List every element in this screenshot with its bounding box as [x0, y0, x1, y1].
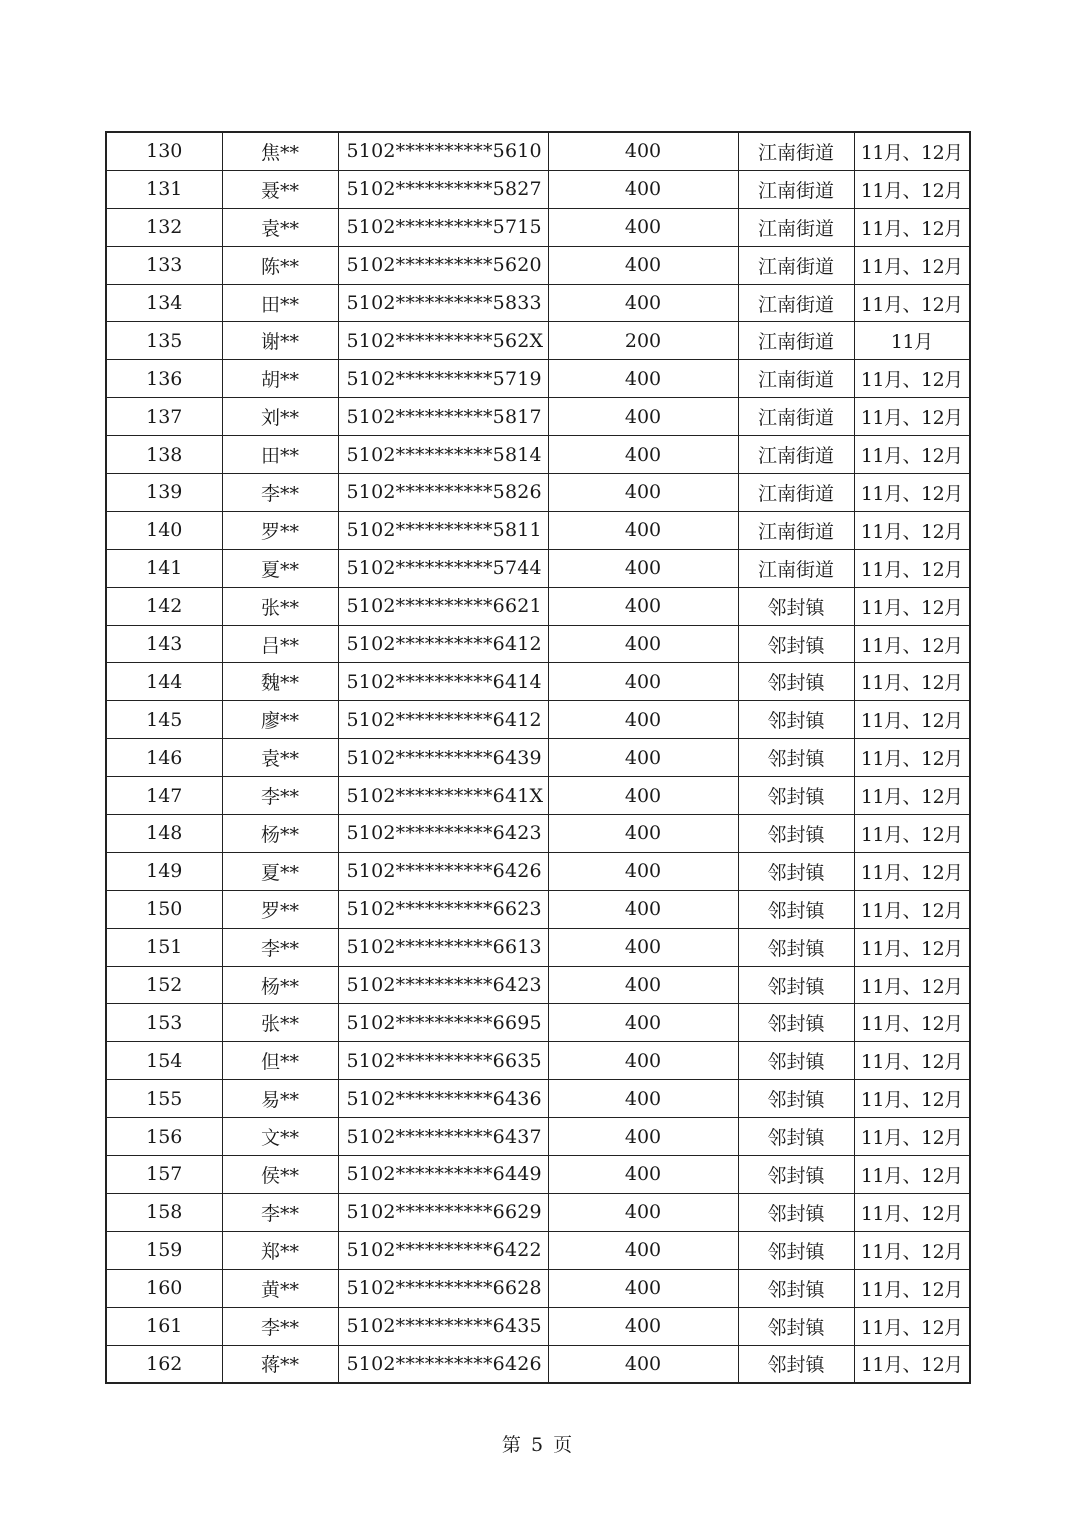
table-row: [106, 777, 970, 815]
id-number-cell: 5102**********6623: [338, 890, 548, 928]
serial-number-cell: 147: [106, 777, 222, 815]
serial-number-cell: 150: [106, 890, 222, 928]
amount-cell: 400: [548, 663, 738, 701]
amount-cell: 400: [548, 246, 738, 284]
id-number-cell: 5102**********562X: [338, 322, 548, 360]
name-cell: 陈**: [222, 246, 338, 284]
name-cell: 李**: [222, 1307, 338, 1345]
period-cell: 11月、12月: [854, 587, 970, 625]
name-cell: 焦**: [222, 132, 338, 170]
name-cell: 刘**: [222, 398, 338, 436]
serial-number-cell: 141: [106, 549, 222, 587]
serial-number-cell: 149: [106, 852, 222, 890]
period-cell: 11月、12月: [854, 549, 970, 587]
period-cell: 11月、12月: [854, 511, 970, 549]
serial-number-cell: 161: [106, 1307, 222, 1345]
amount-cell: 400: [548, 360, 738, 398]
name-cell: 李**: [222, 1193, 338, 1231]
area-cell: 邻封镇: [738, 701, 854, 739]
id-number-cell: 5102**********5814: [338, 436, 548, 474]
amount-cell: 400: [548, 1269, 738, 1307]
amount-cell: 400: [548, 1042, 738, 1080]
amount-cell: 400: [548, 890, 738, 928]
name-cell: 袁**: [222, 208, 338, 246]
id-number-cell: 5102**********6613: [338, 928, 548, 966]
serial-number-cell: 132: [106, 208, 222, 246]
serial-number-cell: 131: [106, 170, 222, 208]
area-cell: 邻封镇: [738, 1156, 854, 1194]
table-row: [106, 511, 970, 549]
serial-number-cell: 134: [106, 284, 222, 322]
period-cell: 11月、12月: [854, 132, 970, 170]
id-number-cell: 5102**********6422: [338, 1231, 548, 1269]
name-cell: 李**: [222, 474, 338, 512]
table-row: [106, 246, 970, 284]
period-cell: 11月、12月: [854, 1307, 970, 1345]
area-cell: 邻封镇: [738, 663, 854, 701]
id-number-cell: 5102**********641X: [338, 777, 548, 815]
period-cell: 11月、12月: [854, 1080, 970, 1118]
name-cell: 杨**: [222, 815, 338, 853]
table-row: [106, 284, 970, 322]
name-cell: 但**: [222, 1042, 338, 1080]
table-row: [106, 928, 970, 966]
table-row: [106, 701, 970, 739]
area-cell: 江南街道: [738, 170, 854, 208]
table-row: [106, 1231, 970, 1269]
name-cell: 蒋**: [222, 1345, 338, 1383]
name-cell: 夏**: [222, 549, 338, 587]
name-cell: 黄**: [222, 1269, 338, 1307]
amount-cell: 200: [548, 322, 738, 360]
serial-number-cell: 143: [106, 625, 222, 663]
area-cell: 邻封镇: [738, 890, 854, 928]
id-number-cell: 5102**********6635: [338, 1042, 548, 1080]
serial-number-cell: 142: [106, 587, 222, 625]
amount-cell: 400: [548, 777, 738, 815]
area-cell: 江南街道: [738, 474, 854, 512]
id-number-cell: 5102**********6439: [338, 739, 548, 777]
id-number-cell: 5102**********6437: [338, 1118, 548, 1156]
amount-cell: 400: [548, 1080, 738, 1118]
serial-number-cell: 157: [106, 1156, 222, 1194]
name-cell: 文**: [222, 1118, 338, 1156]
amount-cell: 400: [548, 928, 738, 966]
serial-number-cell: 154: [106, 1042, 222, 1080]
serial-number-cell: 144: [106, 663, 222, 701]
table-row: [106, 170, 970, 208]
period-cell: 11月、12月: [854, 777, 970, 815]
amount-cell: 400: [548, 170, 738, 208]
table-row: [106, 890, 970, 928]
period-cell: 11月、12月: [854, 246, 970, 284]
table-row: [106, 1307, 970, 1345]
table-row: [106, 1004, 970, 1042]
serial-number-cell: 151: [106, 928, 222, 966]
id-number-cell: 5102**********6449: [338, 1156, 548, 1194]
area-cell: 邻封镇: [738, 1118, 854, 1156]
period-cell: 11月、12月: [854, 663, 970, 701]
id-number-cell: 5102**********5833: [338, 284, 548, 322]
area-cell: 江南街道: [738, 511, 854, 549]
area-cell: 邻封镇: [738, 852, 854, 890]
id-number-cell: 5102**********6695: [338, 1004, 548, 1042]
area-cell: 邻封镇: [738, 1231, 854, 1269]
period-cell: 11月、12月: [854, 1156, 970, 1194]
serial-number-cell: 159: [106, 1231, 222, 1269]
area-cell: 江南街道: [738, 322, 854, 360]
table-row: [106, 1080, 970, 1118]
amount-cell: 400: [548, 815, 738, 853]
period-cell: 11月、12月: [854, 1269, 970, 1307]
serial-number-cell: 145: [106, 701, 222, 739]
amount-cell: 400: [548, 1004, 738, 1042]
area-cell: 江南街道: [738, 398, 854, 436]
table-row: [106, 587, 970, 625]
area-cell: 邻封镇: [738, 587, 854, 625]
period-cell: 11月、12月: [854, 1193, 970, 1231]
id-number-cell: 5102**********6423: [338, 815, 548, 853]
table-row: [106, 815, 970, 853]
area-cell: 江南街道: [738, 246, 854, 284]
name-cell: 郑**: [222, 1231, 338, 1269]
serial-number-cell: 160: [106, 1269, 222, 1307]
period-cell: 11月、12月: [854, 966, 970, 1004]
id-number-cell: 5102**********6412: [338, 701, 548, 739]
period-cell: 11月、12月: [854, 474, 970, 512]
name-cell: 聂**: [222, 170, 338, 208]
amount-cell: 400: [548, 549, 738, 587]
area-cell: 江南街道: [738, 549, 854, 587]
table-row: [106, 549, 970, 587]
table-row: [106, 1156, 970, 1194]
name-cell: 侯**: [222, 1156, 338, 1194]
serial-number-cell: 140: [106, 511, 222, 549]
period-cell: 11月、12月: [854, 1345, 970, 1383]
serial-number-cell: 130: [106, 132, 222, 170]
name-cell: 田**: [222, 284, 338, 322]
table-row: [106, 208, 970, 246]
serial-number-cell: 153: [106, 1004, 222, 1042]
area-cell: 邻封镇: [738, 777, 854, 815]
id-number-cell: 5102**********6414: [338, 663, 548, 701]
id-number-cell: 5102**********5826: [338, 474, 548, 512]
serial-number-cell: 155: [106, 1080, 222, 1118]
name-cell: 李**: [222, 928, 338, 966]
period-cell: 11月、12月: [854, 739, 970, 777]
name-cell: 罗**: [222, 511, 338, 549]
id-number-cell: 5102**********5620: [338, 246, 548, 284]
amount-cell: 400: [548, 1118, 738, 1156]
id-number-cell: 5102**********6621: [338, 587, 548, 625]
area-cell: 邻封镇: [738, 815, 854, 853]
period-cell: 11月、12月: [854, 436, 970, 474]
name-cell: 杨**: [222, 966, 338, 1004]
name-cell: 袁**: [222, 739, 338, 777]
period-cell: 11月、12月: [854, 360, 970, 398]
id-number-cell: 5102**********6629: [338, 1193, 548, 1231]
serial-number-cell: 156: [106, 1118, 222, 1156]
table-row: [106, 474, 970, 512]
amount-cell: 400: [548, 739, 738, 777]
table-row: [106, 132, 970, 170]
amount-cell: 400: [548, 284, 738, 322]
area-cell: 邻封镇: [738, 1080, 854, 1118]
period-cell: 11月、12月: [854, 284, 970, 322]
id-number-cell: 5102**********5744: [338, 549, 548, 587]
id-number-cell: 5102**********5827: [338, 170, 548, 208]
name-cell: 易**: [222, 1080, 338, 1118]
name-cell: 吕**: [222, 625, 338, 663]
id-number-cell: 5102**********6436: [338, 1080, 548, 1118]
period-cell: 11月、12月: [854, 398, 970, 436]
area-cell: 邻封镇: [738, 739, 854, 777]
roster-table: [105, 131, 971, 1384]
period-cell: 11月、12月: [854, 1042, 970, 1080]
serial-number-cell: 158: [106, 1193, 222, 1231]
name-cell: 魏**: [222, 663, 338, 701]
area-cell: 邻封镇: [738, 1269, 854, 1307]
area-cell: 江南街道: [738, 284, 854, 322]
amount-cell: 400: [548, 132, 738, 170]
name-cell: 胡**: [222, 360, 338, 398]
amount-cell: 400: [548, 511, 738, 549]
table-row: [106, 1042, 970, 1080]
period-cell: 11月、12月: [854, 852, 970, 890]
roster-table-body: [106, 132, 970, 1383]
amount-cell: 400: [548, 701, 738, 739]
period-cell: 11月、12月: [854, 890, 970, 928]
period-cell: 11月、12月: [854, 208, 970, 246]
table-row: [106, 625, 970, 663]
amount-cell: 400: [548, 1345, 738, 1383]
page-number: 第 5 页: [501, 1434, 573, 1456]
id-number-cell: 5102**********6412: [338, 625, 548, 663]
serial-number-cell: 162: [106, 1345, 222, 1383]
amount-cell: 400: [548, 208, 738, 246]
table-row: [106, 398, 970, 436]
serial-number-cell: 136: [106, 360, 222, 398]
table-row: [106, 1193, 970, 1231]
name-cell: 谢**: [222, 322, 338, 360]
id-number-cell: 5102**********5715: [338, 208, 548, 246]
id-number-cell: 5102**********5610: [338, 132, 548, 170]
name-cell: 夏**: [222, 852, 338, 890]
table-row: [106, 360, 970, 398]
id-number-cell: 5102**********6426: [338, 852, 548, 890]
name-cell: 张**: [222, 1004, 338, 1042]
period-cell: 11月、12月: [854, 701, 970, 739]
name-cell: 李**: [222, 777, 338, 815]
id-number-cell: 5102**********6628: [338, 1269, 548, 1307]
table-row: [106, 1345, 970, 1383]
amount-cell: 400: [548, 587, 738, 625]
serial-number-cell: 133: [106, 246, 222, 284]
amount-cell: 400: [548, 852, 738, 890]
area-cell: 邻封镇: [738, 966, 854, 1004]
area-cell: 邻封镇: [738, 1004, 854, 1042]
id-number-cell: 5102**********5817: [338, 398, 548, 436]
amount-cell: 400: [548, 398, 738, 436]
table-row: [106, 1269, 970, 1307]
serial-number-cell: 152: [106, 966, 222, 1004]
serial-number-cell: 139: [106, 474, 222, 512]
amount-cell: 400: [548, 1307, 738, 1345]
period-cell: 11月、12月: [854, 928, 970, 966]
area-cell: 邻封镇: [738, 1042, 854, 1080]
name-cell: 张**: [222, 587, 338, 625]
name-cell: 田**: [222, 436, 338, 474]
area-cell: 江南街道: [738, 436, 854, 474]
id-number-cell: 5102**********6435: [338, 1307, 548, 1345]
id-number-cell: 5102**********6426: [338, 1345, 548, 1383]
area-cell: 江南街道: [738, 360, 854, 398]
name-cell: 廖**: [222, 701, 338, 739]
id-number-cell: 5102**********5719: [338, 360, 548, 398]
area-cell: 邻封镇: [738, 1345, 854, 1383]
table-row: [106, 966, 970, 1004]
id-number-cell: 5102**********5811: [338, 511, 548, 549]
area-cell: 邻封镇: [738, 1307, 854, 1345]
amount-cell: 400: [548, 1193, 738, 1231]
serial-number-cell: 137: [106, 398, 222, 436]
serial-number-cell: 135: [106, 322, 222, 360]
area-cell: 邻封镇: [738, 928, 854, 966]
table-row: [106, 1118, 970, 1156]
period-cell: 11月、12月: [854, 170, 970, 208]
area-cell: 江南街道: [738, 208, 854, 246]
area-cell: 邻封镇: [738, 1193, 854, 1231]
table-row: [106, 852, 970, 890]
amount-cell: 400: [548, 966, 738, 1004]
period-cell: 11月、12月: [854, 815, 970, 853]
amount-cell: 400: [548, 625, 738, 663]
name-cell: 罗**: [222, 890, 338, 928]
serial-number-cell: 138: [106, 436, 222, 474]
serial-number-cell: 148: [106, 815, 222, 853]
serial-number-cell: 146: [106, 739, 222, 777]
amount-cell: 400: [548, 474, 738, 512]
amount-cell: 400: [548, 436, 738, 474]
table-row: [106, 663, 970, 701]
table-row: [106, 739, 970, 777]
period-cell: 11月、12月: [854, 625, 970, 663]
table-row: [106, 322, 970, 360]
period-cell: 11月: [854, 322, 970, 360]
id-number-cell: 5102**********6423: [338, 966, 548, 1004]
amount-cell: 400: [548, 1231, 738, 1269]
period-cell: 11月、12月: [854, 1118, 970, 1156]
area-cell: 邻封镇: [738, 625, 854, 663]
period-cell: 11月、12月: [854, 1004, 970, 1042]
amount-cell: 400: [548, 1156, 738, 1194]
area-cell: 江南街道: [738, 132, 854, 170]
table-row: [106, 436, 970, 474]
period-cell: 11月、12月: [854, 1231, 970, 1269]
